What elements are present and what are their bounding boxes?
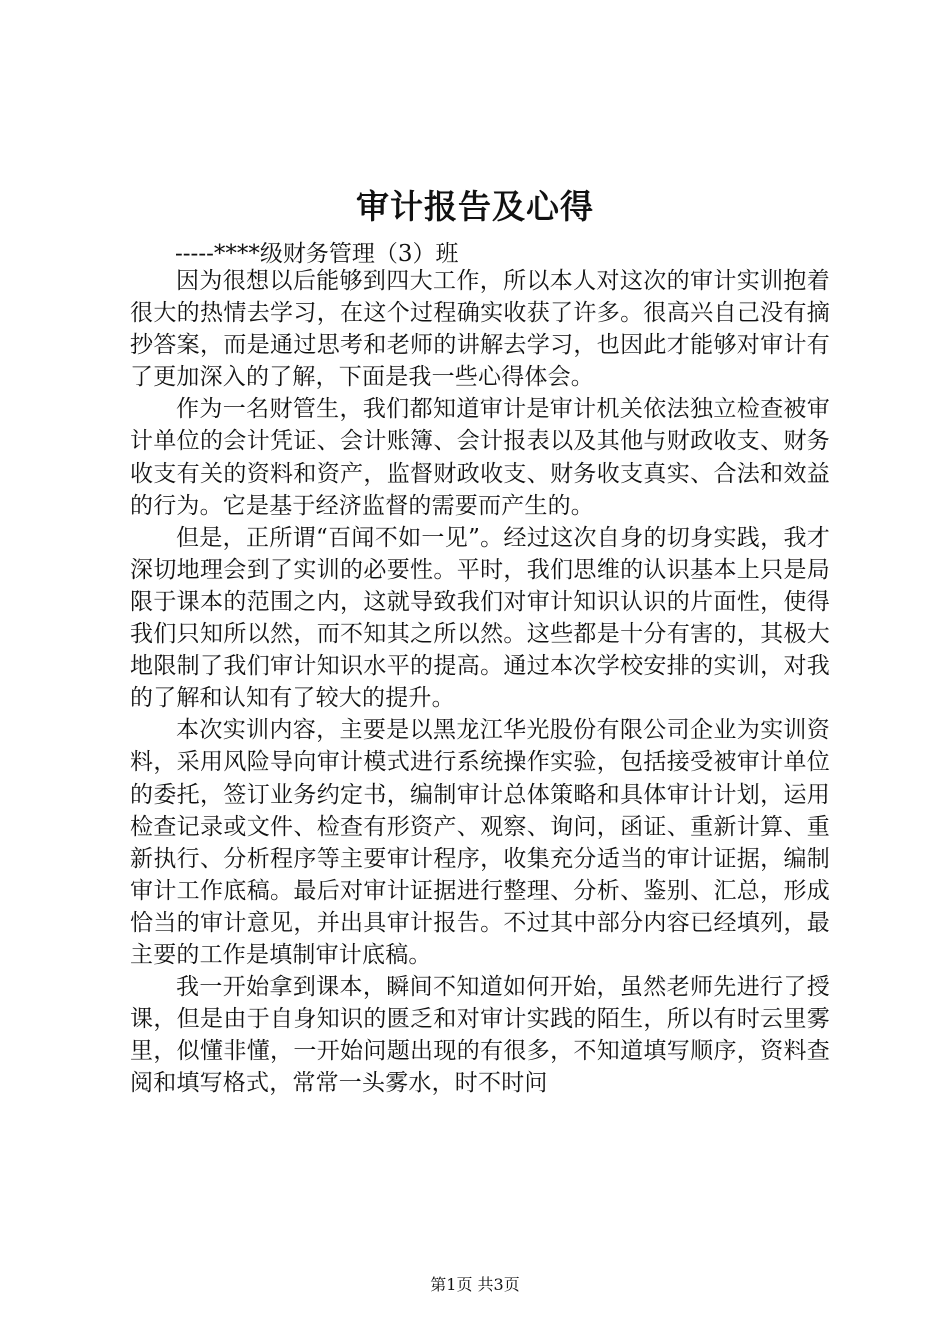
page-footer: 第1页 共3页 [430, 1275, 520, 1294]
paragraph: 因为很想以后能够到四大工作，所以本人对这次的审计实训抱着很大的热情去学习，在这个过程确实收获了许多。很高兴自己没有摘抄答案，而是通过思考和老师的讲解去学习，也因此才能够对审计有了更加深入的了解，下面是我一些心得体会。 [130, 268, 830, 391]
document-title: 审计报告及心得 [356, 187, 594, 226]
paragraph: 作为一名财管生，我们都知道审计是审计机关依法独立检查被审计单位的会计凭证、会计账簿、会计报表以及其他与财政收支、财务收支有关的资料和资产，监督财政收支、财务收支真实、合法和效益的行为。它是基于经济监督的需要而产生的。 [130, 396, 830, 519]
paragraph: 但是，正所谓“百闻不如一见”。经过这次自身的切身实践，我才深切地理会到了实训的必要性。平时，我们思维的认识基本上只是局限于课本的范围之内，这就导致我们对审计知识认识的片面性，使得我们只知所以然，而不知其之所以然。这些都是十分有害的，其极大地限制了我们审计知识水平的提高。通过本次学校安排的实训，对我的了解和认知有了较大的提升。 [130, 524, 830, 712]
document-subtitle: -----****级财务管理（3）班 [175, 241, 459, 267]
document-body [130, 265, 830, 1099]
paragraph: 我一开始拿到课本，瞬间不知道如何开始，虽然老师先进行了授课，但是由于自身知识的匮乏和对审计实践的陌生，所以有时云里雾里，似懂非懂，一开始问题出现的有很多，不知道填写顺序，资料查阅和填写格式，常常一头雾水，时不时问 [130, 974, 830, 1097]
paragraph: 本次实训内容，主要是以黑龙江华光股份有限公司企业为实训资料，采用风险导向审计模式进行系统操作实验，包括接受被审计单位的委托，签订业务约定书，编制审计总体策略和具体审计计划，运用检查记录或文件、检查有形资产、观察、询问，函证、重新计算、重新执行、分析程序等主要审计程序，收集充分适当的审计证据，编制审计工作底稿。最后对审计证据进行整理、分析、鉴别、汇总，形成恰当的审计意见，并出具审计报告。不过其中部分内容已经填列，最主要的工作是填制审计底稿。 [130, 717, 830, 968]
